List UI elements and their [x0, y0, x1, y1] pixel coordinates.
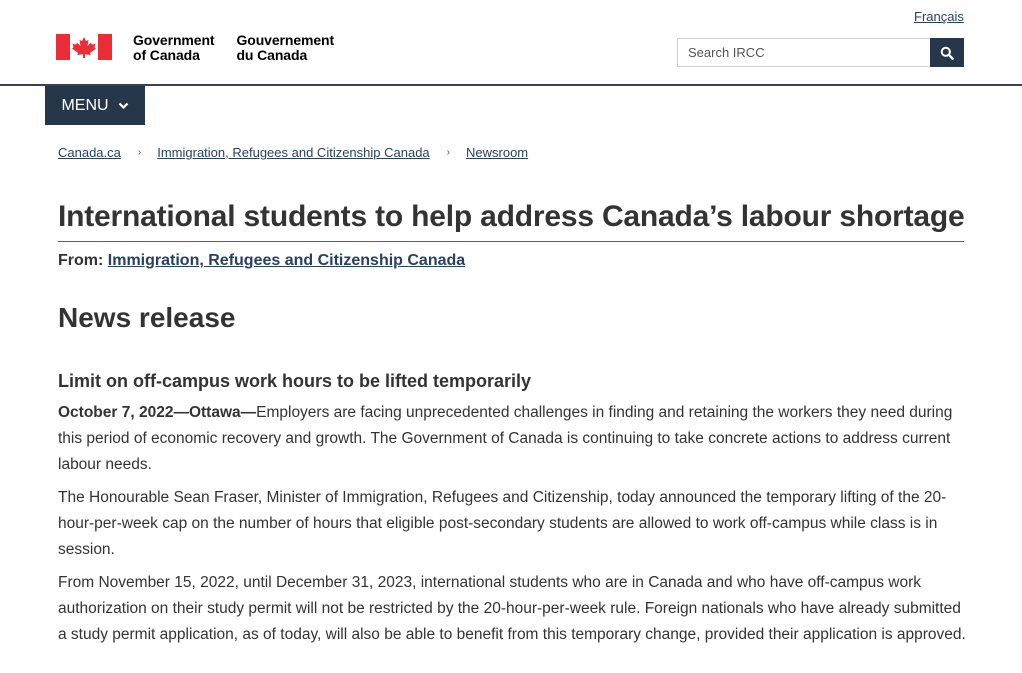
from-line: [58, 252, 465, 270]
search-form: [677, 38, 964, 67]
page-title: International students to help address Canada’s labour shortage: [58, 200, 965, 233]
from-label: From:: [58, 252, 104, 269]
search-button[interactable]: [930, 38, 964, 67]
signature-fr-line1: Gouvernement: [236, 32, 335, 48]
government-signature[interactable]: [56, 33, 334, 63]
breadcrumb-newsroom[interactable]: Newsroom: [466, 145, 529, 160]
signature-fr-line2: du Canada: [236, 47, 308, 63]
breadcrumb-separator-icon: ›: [446, 147, 451, 158]
title-underline: [58, 241, 964, 242]
search-icon: [940, 46, 954, 60]
signature-english: [133, 33, 214, 63]
breadcrumb-ircc[interactable]: Immigration, Refugees and Citizenship Canada: [157, 145, 430, 160]
paragraph-3: From November 15, 2022, until December 31, 2023, international students who are in Canada and who have off-campus work authorization on their study permit will not be restricted by the 20-hour-per-week rule. Foreign nationals who have already submitted a study permit application, as of today, will also be able to benefit from this temporary change, provided their application is approved.: [58, 574, 966, 643]
signature-french: [236, 33, 334, 63]
menu-label: MENU: [61, 96, 109, 114]
news-release-heading: News release: [58, 302, 236, 333]
paragraph-1-text: Employers are facing unprecedented challenges in finding and retaining the workers they need during this period of economic recovery and growth. The Government of Canada is continuing to take concrete actions to address current labour needs.: [58, 404, 953, 473]
breadcrumb-canada-ca[interactable]: Canada.ca: [58, 145, 121, 160]
signature-en-line1: Government: [133, 32, 215, 48]
canada-flag-icon: [56, 34, 112, 60]
breadcrumb-separator-icon: ›: [137, 147, 142, 158]
dateline: October 7, 2022—Ottawa—: [58, 404, 257, 421]
signature-en-line2: of Canada: [133, 47, 200, 63]
header-divider: [0, 84, 1022, 86]
paragraph-1: [58, 400, 968, 478]
chevron-down-icon: [118, 102, 129, 110]
search-input[interactable]: [677, 38, 930, 67]
article-subheading: Limit on off-campus work hours to be lifted temporarily: [58, 371, 532, 391]
paragraph-2: The Honourable Sean Fraser, Minister of Immigration, Refugees and Citizenship, today announced the temporary lifting of the 20-hour-per-week cap on the number of hours that eligible post-secondary students are allowed to work off-campus while class is in session.: [58, 489, 947, 558]
menu-button[interactable]: [45, 86, 145, 125]
from-department-link[interactable]: Immigration, Refugees and Citizenship Canada: [107, 252, 466, 269]
breadcrumb: [58, 145, 528, 160]
language-toggle-link[interactable]: Français: [914, 9, 964, 24]
